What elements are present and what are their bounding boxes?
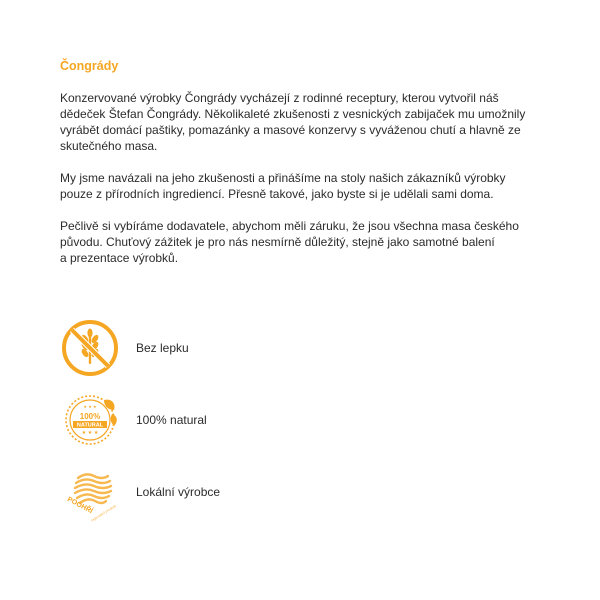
feature-gluten-free — [60, 318, 360, 378]
feature-local — [60, 462, 360, 522]
brand-title: Čongrády — [60, 59, 119, 73]
badge-percent-text: 100% — [79, 412, 101, 421]
ingredients-paragraph: My jsme navázali na jeho zkušenosti a přinášíme na stoly našich zákazníků výrobky pouze z přírodních ingrediencí. Přesně takové, jako byste si je udělali sami doma. — [60, 171, 506, 201]
intro-paragraph: Konzervované výrobky Čongrády vycházejí z rodinné receptury, kterou vytvořil náš dědeček Štefan Čongrády. Několikaleté zkušenosti z vesnických zabijaček mu umožnily vyrábět domácí paštiky, pomazánky a masové konzervy s vyváženou chutí a hlavně ze skutečného masa. — [60, 91, 526, 153]
svg-text:★ ★ ★: ★ ★ ★ — [81, 430, 99, 436]
suppliers-paragraph: Pečlivě si vybíráme dodavatele, abychom měli záruku, že jsou všechna masa českého původu. Chuťový zážitek je pro nás nesmírně důležitý, stejně jako samotné balení a prezentace výrobků. — [60, 219, 519, 265]
feature-label: Lokální výrobce — [136, 485, 221, 499]
svg-text:★ ★ ★: ★ ★ ★ — [83, 404, 97, 409]
badge-region-subtext: regionální produkt — [90, 503, 117, 522]
gluten-free-icon — [60, 318, 120, 378]
badge-natural-text: NATURAL — [76, 422, 104, 429]
feature-natural — [60, 390, 360, 450]
natural-badge-icon — [60, 390, 120, 450]
feature-label: 100% natural — [136, 413, 207, 427]
badge-region-text: POOHŘÍ — [65, 496, 94, 516]
feature-label: Bez lepku — [136, 341, 189, 355]
description-section — [60, 58, 550, 282]
regional-product-icon — [60, 462, 120, 522]
